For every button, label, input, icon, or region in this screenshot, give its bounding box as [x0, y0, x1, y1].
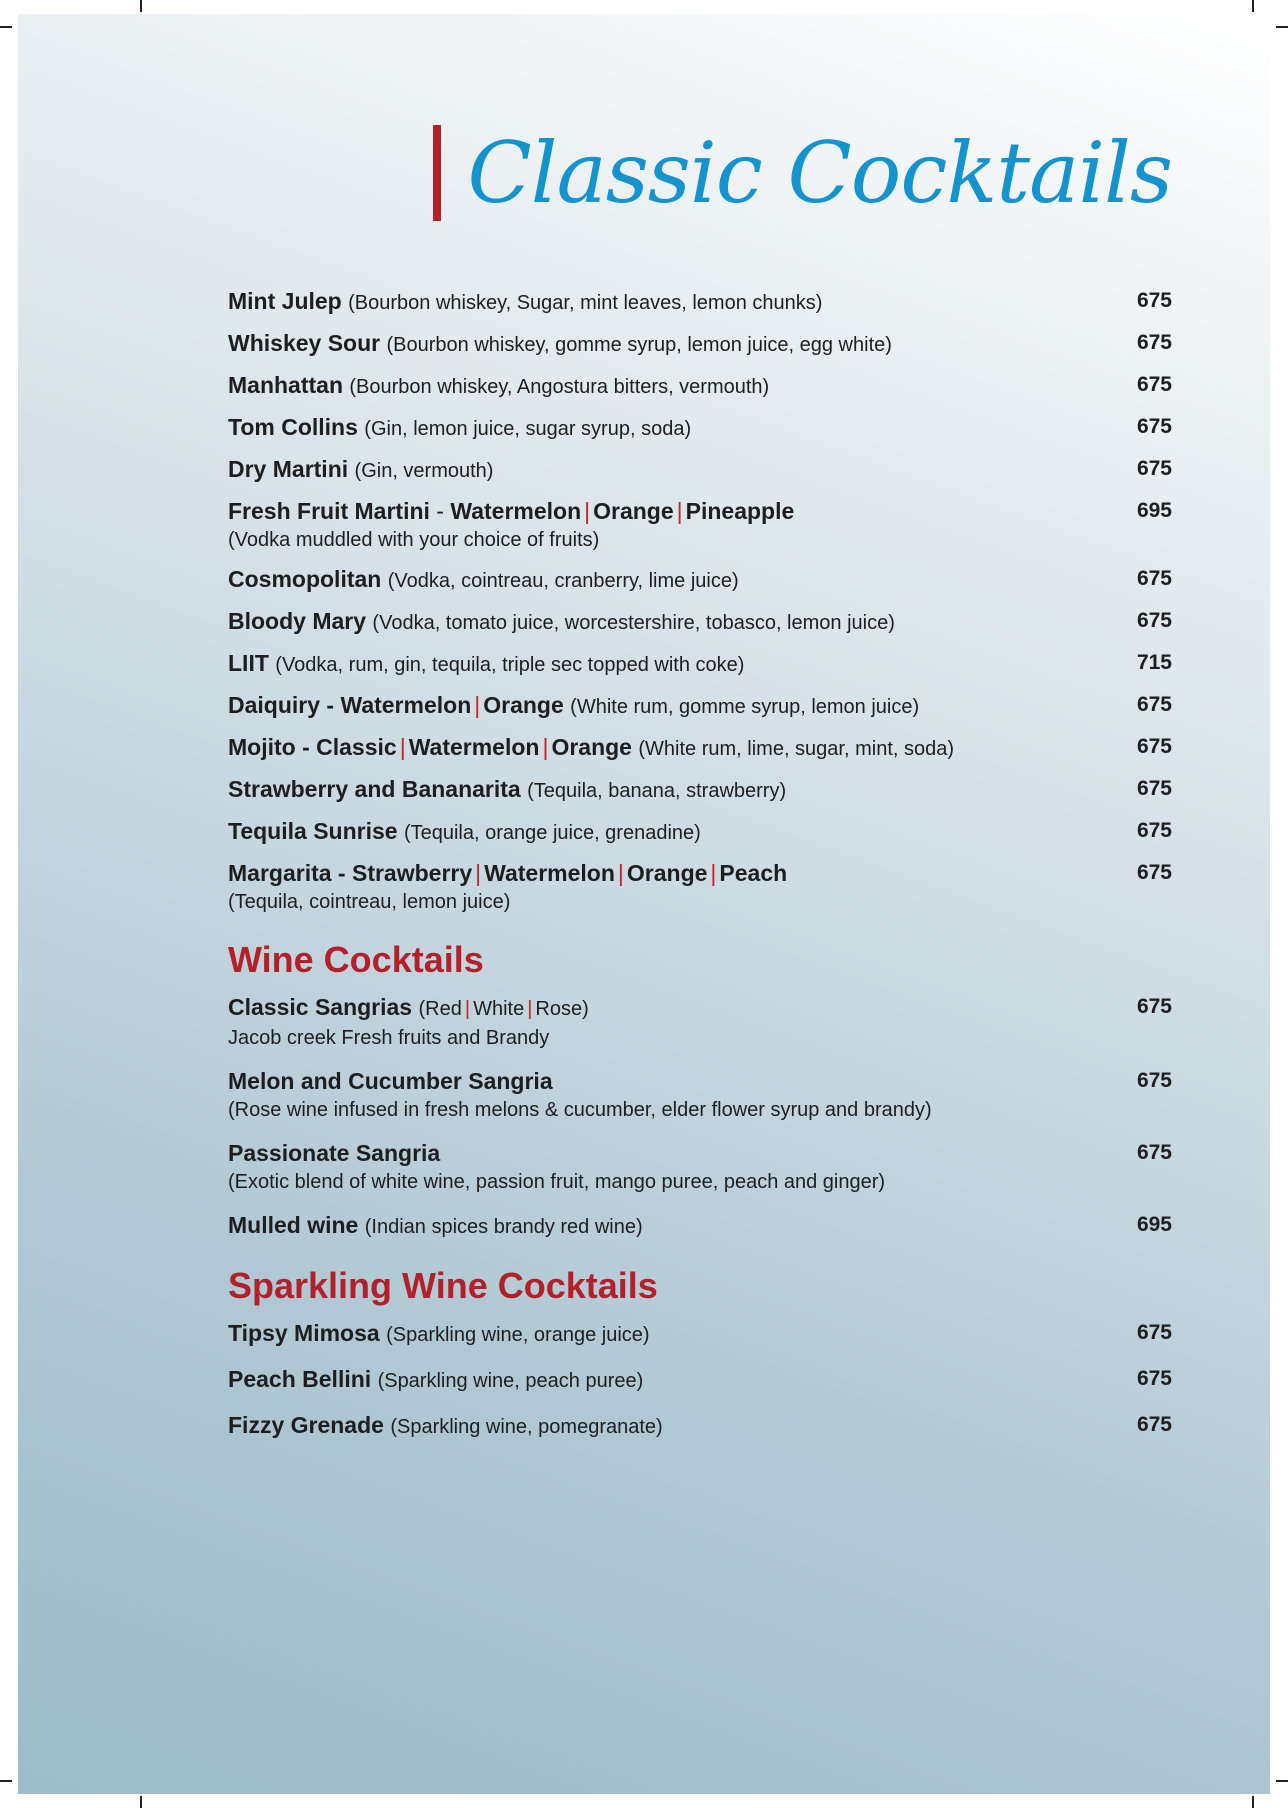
item-desc: (Exotic blend of white wine, passion fruit, mango puree, peach and ginger) — [228, 1171, 886, 1193]
menu-item-fizzy-grenade — [228, 1410, 1172, 1442]
item-price: 695 — [1136, 499, 1172, 522]
item-name: Mint Julep — [228, 288, 342, 314]
menu-item-passionate-sangria — [228, 1138, 1172, 1196]
separator: | — [474, 692, 481, 718]
menu-item-fresh-fruit-martini — [228, 496, 1172, 554]
item-name: Peach Bellini — [228, 1366, 372, 1392]
title-block — [433, 124, 1172, 222]
item-variant: Orange — [483, 692, 564, 718]
item-name: Mojito - Classic — [228, 734, 397, 760]
item-price: 675 — [1136, 777, 1172, 800]
item-name: Cosmopolitan — [228, 566, 382, 592]
item-name: Bloody Mary — [228, 608, 367, 634]
item-price: 675 — [1136, 861, 1172, 884]
item-name: Passionate Sangria — [228, 1140, 441, 1166]
item-variant: Peach — [719, 860, 788, 886]
menu-list — [228, 286, 1172, 1456]
menu-item-tequila-sunrise — [228, 816, 1172, 848]
item-name: Daiquiry - Watermelon — [228, 692, 472, 718]
item-name: Tequila Sunrise — [228, 818, 398, 844]
item-name: Margarita - Strawberry — [228, 860, 473, 886]
item-desc: (Red — [418, 998, 462, 1020]
menu-item-bloody-mary — [228, 606, 1172, 638]
separator: | — [584, 498, 591, 524]
item-desc: (White rum, gomme syrup, lemon juice) — [570, 696, 920, 718]
item-variant: Watermelon — [408, 734, 540, 760]
item-desc: (Vodka, rum, gin, tequila, triple sec topped with coke) — [275, 654, 745, 676]
item-name: LIIT — [228, 650, 269, 676]
item-name: Mulled wine — [228, 1212, 359, 1238]
separator: | — [710, 860, 717, 886]
menu-item-classic-sangrias — [228, 992, 1172, 1052]
item-price: 675 — [1136, 693, 1172, 716]
item-variant: Pineapple — [685, 498, 795, 524]
menu-page — [18, 14, 1270, 1794]
item-desc: White — [473, 998, 525, 1020]
item-desc: (White rum, lime, sugar, mint, soda) — [638, 738, 955, 760]
menu-item-mint-julep — [228, 286, 1172, 318]
item-name: Tipsy Mimosa — [228, 1320, 380, 1346]
item-desc: (Bourbon whiskey, Sugar, mint leaves, lemon chunks) — [348, 292, 823, 314]
item-desc: (Tequila, banana, strawberry) — [527, 780, 787, 802]
menu-item-tom-collins — [228, 412, 1172, 444]
item-variant: Orange — [626, 860, 708, 886]
separator: | — [542, 734, 549, 760]
menu-item-mojito — [228, 732, 1172, 764]
item-name: Fresh Fruit Martini — [228, 498, 430, 524]
item-desc: (Vodka, tomato juice, worcestershire, tobasco, lemon juice) — [372, 612, 895, 634]
separator: | — [399, 734, 406, 760]
menu-item-daiquiry — [228, 690, 1172, 722]
item-desc: (Sparkling wine, orange juice) — [386, 1324, 650, 1346]
menu-item-cosmopolitan — [228, 564, 1172, 596]
menu-item-bananarita — [228, 774, 1172, 806]
item-price: 675 — [1136, 1367, 1172, 1390]
crop-mark — [140, 1796, 142, 1808]
item-desc: (Gin, vermouth) — [354, 460, 494, 482]
item-price: 695 — [1136, 1213, 1172, 1236]
item-desc: (Tequila, orange juice, grenadine) — [403, 822, 701, 844]
item-desc: (Tequila, cointreau, lemon juice) — [228, 891, 511, 913]
page-title: Classic Cocktails — [467, 124, 1172, 222]
item-variant: Orange — [593, 498, 674, 524]
item-desc: Jacob creek Fresh fruits and Brandy — [228, 1027, 550, 1049]
menu-item-whiskey-sour — [228, 328, 1172, 360]
item-price: 675 — [1136, 373, 1172, 396]
item-variant: Watermelon — [484, 860, 615, 886]
title-accent-bar — [433, 125, 441, 221]
item-name: Melon and Cucumber Sangria — [228, 1068, 553, 1094]
item-price: 675 — [1136, 415, 1172, 438]
item-price: 675 — [1136, 995, 1172, 1018]
menu-item-margarita — [228, 858, 1172, 916]
item-price: 715 — [1136, 651, 1172, 674]
item-price: 675 — [1136, 1069, 1172, 1092]
item-variant: Watermelon — [450, 498, 582, 524]
item-desc: (Sparkling wine, pomegranate) — [390, 1416, 663, 1438]
section-heading-sparkling: Sparkling Wine Cocktails — [228, 1265, 658, 1306]
menu-item-manhattan — [228, 370, 1172, 402]
section-heading-wine: Wine Cocktails — [228, 939, 484, 980]
separator: | — [617, 860, 624, 886]
item-price: 675 — [1136, 567, 1172, 590]
item-price: 675 — [1136, 609, 1172, 632]
item-name: Tom Collins — [228, 414, 358, 440]
separator: | — [527, 998, 533, 1020]
item-name: Fizzy Grenade — [228, 1412, 384, 1438]
item-desc: (Indian spices brandy red wine) — [364, 1216, 643, 1238]
menu-item-mulled-wine — [228, 1210, 1172, 1242]
item-desc: (Gin, lemon juice, sugar syrup, soda) — [364, 418, 692, 440]
menu-item-dry-martini — [228, 454, 1172, 486]
item-desc: (Bourbon whiskey, gomme syrup, lemon juice, egg white) — [386, 334, 892, 356]
separator: | — [464, 998, 471, 1020]
item-name: Strawberry and Bananarita — [228, 776, 521, 802]
crop-mark — [1276, 1780, 1288, 1782]
item-desc: (Vodka muddled with your choice of fruits) — [228, 529, 600, 551]
crop-mark — [140, 0, 142, 12]
item-desc: (Bourbon whiskey, Angostura bitters, vermouth) — [349, 376, 770, 398]
item-desc: (Vodka, cointreau, cranberry, lime juice) — [387, 570, 739, 592]
item-price: 675 — [1136, 289, 1172, 312]
menu-item-peach-bellini — [228, 1364, 1172, 1396]
item-price: 675 — [1136, 819, 1172, 842]
item-variant: Orange — [551, 734, 632, 760]
item-price: 675 — [1136, 735, 1172, 758]
item-price: 675 — [1136, 457, 1172, 480]
crop-mark — [1252, 1796, 1254, 1808]
item-price: 675 — [1136, 1413, 1172, 1436]
menu-item-tipsy-mimosa — [228, 1318, 1172, 1350]
item-name: Whiskey Sour — [228, 330, 381, 356]
crop-mark — [1276, 26, 1288, 28]
item-desc: (Sparkling wine, peach puree) — [377, 1370, 644, 1392]
item-dash: - — [429, 498, 451, 524]
crop-mark — [1252, 0, 1254, 12]
item-price: 675 — [1136, 1141, 1172, 1164]
menu-item-melon-sangria — [228, 1066, 1172, 1124]
crop-mark — [0, 26, 12, 28]
separator: | — [475, 860, 482, 886]
item-desc: Rose) — [535, 998, 589, 1020]
crop-mark — [0, 1780, 12, 1782]
item-name: Classic Sangrias — [228, 994, 413, 1020]
separator: | — [676, 498, 683, 524]
menu-item-liit — [228, 648, 1172, 680]
item-price: 675 — [1136, 1321, 1172, 1344]
item-name: Dry Martini — [228, 456, 349, 482]
item-desc: (Rose wine infused in fresh melons & cucumber, elder flower syrup and brandy) — [228, 1099, 932, 1121]
item-name: Manhattan — [228, 372, 343, 398]
item-price: 675 — [1136, 331, 1172, 354]
